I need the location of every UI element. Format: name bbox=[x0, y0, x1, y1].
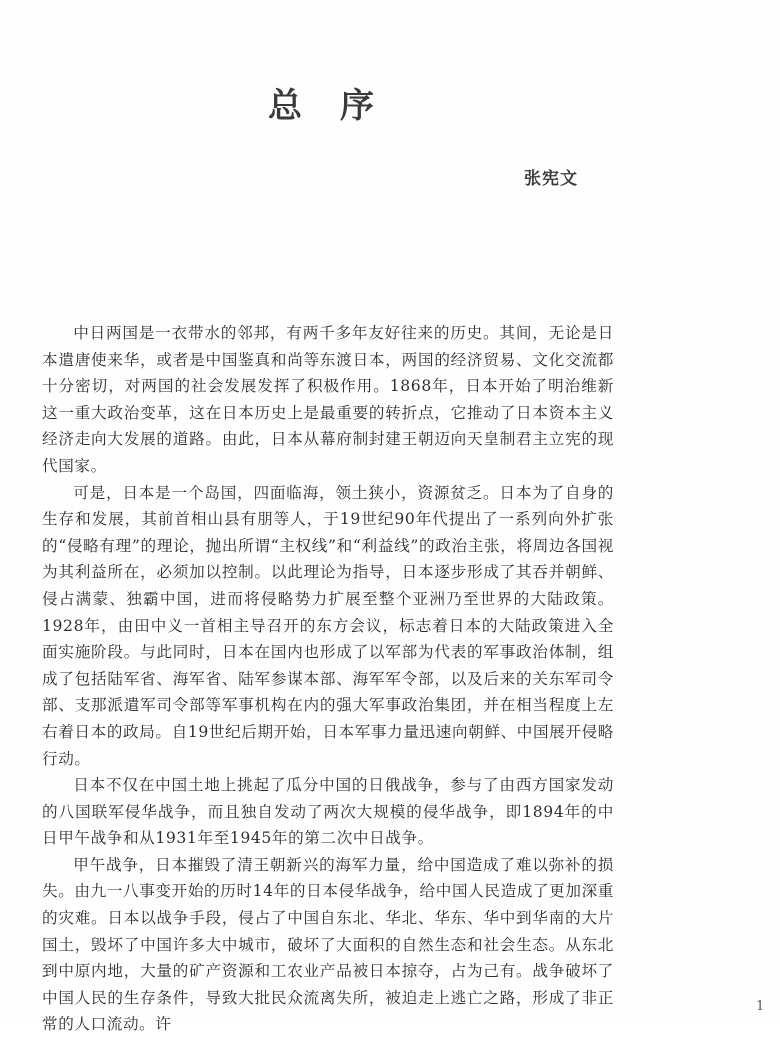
page-number: 1 bbox=[756, 999, 765, 1014]
paragraph: 中日两国是一衣带水的邻邦，有两千多年友好往来的历史。其间，无论是日本遣唐使来华，或者是中国鉴真和尚等东渡日本，两国的经济贸易、文化交流都十分密切，对两国的社会发展发挥了积极作用。1868年，日本开始了明治维新这一重大政治变革，这在日本历史上是最重要的转折点，它推动了日本资本主义经济走向大发展的道路。由此，日本从幕府制封建王朝迈向天皇制君主立宪的现代国家。 bbox=[42, 324, 614, 475]
author-name: 张宪文 bbox=[524, 169, 578, 189]
page-title: 总序 bbox=[268, 86, 412, 126]
paragraph: 可是，日本是一个岛国，四面临海，领土狭小，资源贫乏。日本为了自身的生存和发展，其前首相山县有朋等人，于19世纪90年代提出了一系列向外扩张的“侵略有理”的理论，抛出所谓“主权线”和“利益线”的政治主张，将周边各国视为其利益所在，必须加以控制。以此理论为指导，日本逐步形成了其吞并朝鲜、侵占满蒙、独霸中国，进而将侵略势力扩展至整个亚洲乃至世界的大陆政策。1928年，由田中义一首相主导召开的东方会议，标志着日本的大陆政策进入全面实施阶段。与此同时，日本在国内也形成了以军部为代表的军事政治体制，组成了包括陆军省、海军省、陆军参谋本部、海军军令部，以及后来的关东军司令部、支那派遣军司令部等军事机构在内的强大军事政治集团，并在相当程度上左右着日本的政局。自19世纪后期开始，日本军事力量迅速向朝鲜、中国展开侵略行动。 bbox=[42, 483, 614, 768]
body-text bbox=[42, 320, 614, 1038]
paragraph: 日本不仅在中国土地上挑起了瓜分中国的日俄战争，参与了由西方国家发动的八国联军侵华战争，而且独自发动了两次大规模的侵华战争，即1894年的中日甲午战争和从1931年至1945年的第二次中日战争。 bbox=[42, 776, 614, 848]
paragraph: 甲午战争，日本摧毁了清王朝新兴的海军力量，给中国造成了难以弥补的损失。由九一八事变开始的历时14年的日本侵华战争，给中国人民造成了更加深重的灾难。日本以战争手段，侵占了中国自东北、华北、华东、华中到华南的大片国土，毁坏了中国许多大中城市，破坏了大面积的自然生态和社会生态。从东北到中原内地，大量的矿产资源和工农业产品被日本掠夺，占为己有。战争破坏了中国人民的生存条件，导致大批民众流离失所，被迫走上逃亡之路，形成了非正常的人口流动。许 bbox=[42, 855, 614, 1034]
